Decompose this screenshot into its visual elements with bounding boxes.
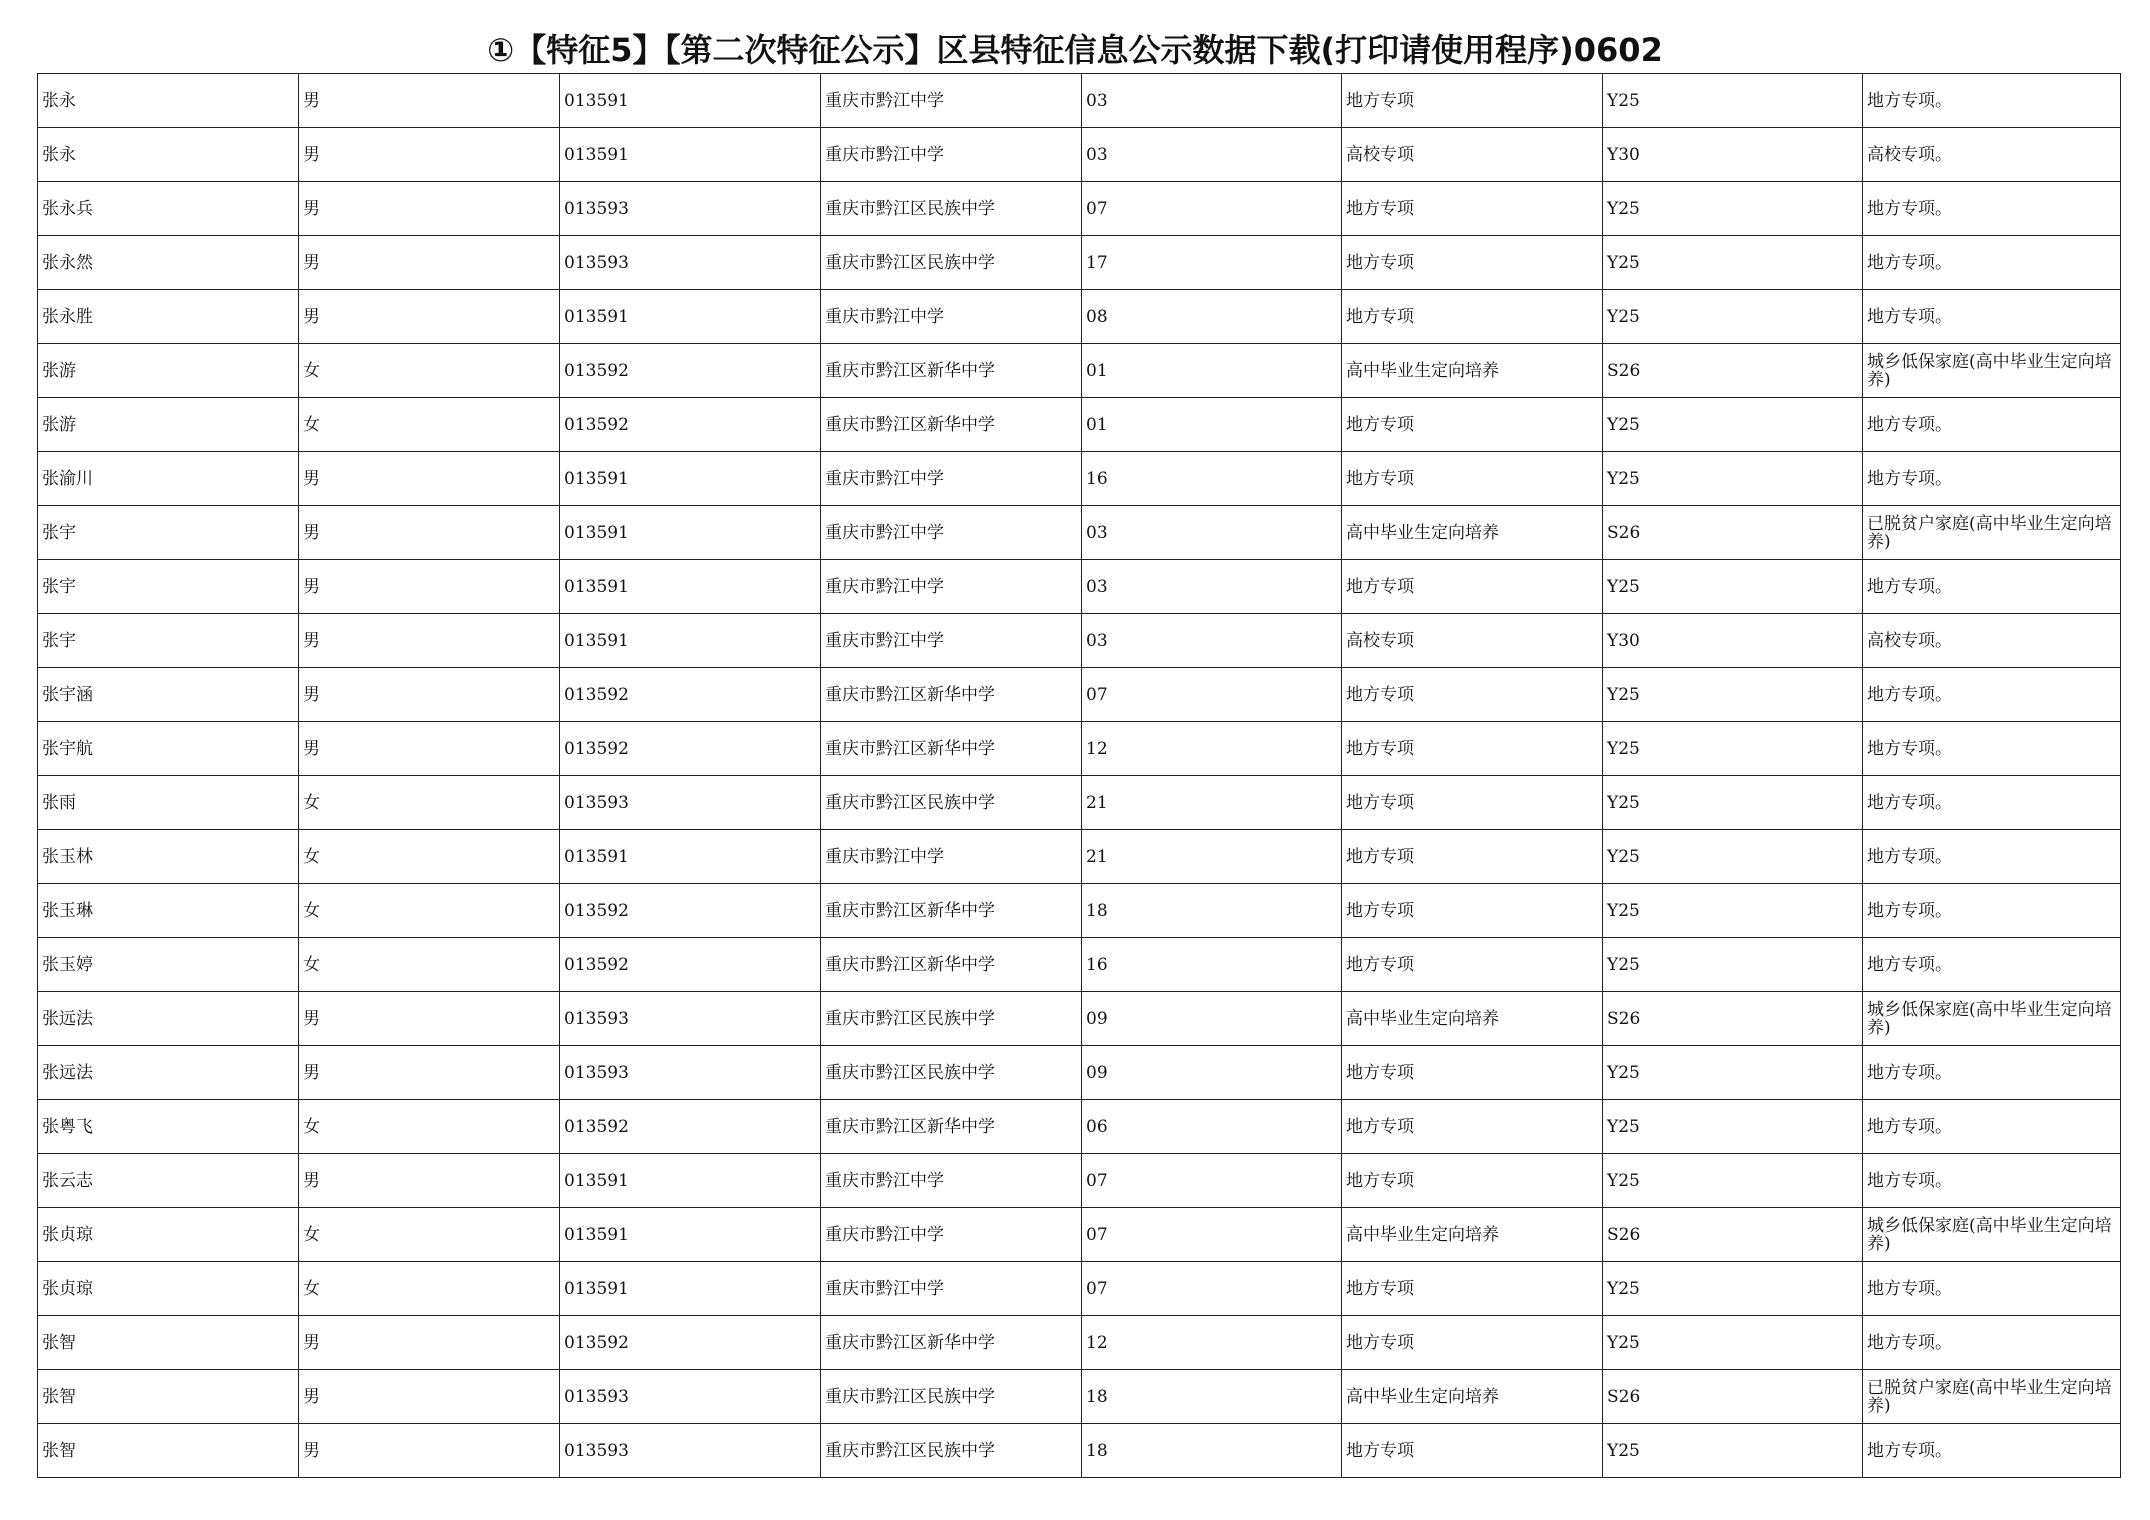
code-cell: Y25	[1603, 938, 1863, 992]
gender-cell: 男	[299, 1154, 560, 1208]
table-row	[38, 1046, 2121, 1100]
remark-cell: 地方专项。	[1863, 1154, 2121, 1208]
gender-cell: 男	[299, 992, 560, 1046]
school-code-cell: 013592	[560, 668, 821, 722]
gender-cell: 男	[299, 1424, 560, 1478]
remark-cell: 地方专项。	[1863, 668, 2121, 722]
table-row	[38, 1208, 2121, 1262]
class-cell: 01	[1082, 398, 1342, 452]
code-cell: Y25	[1603, 1046, 1863, 1100]
table-row	[38, 1154, 2121, 1208]
name-cell: 张玉婷	[38, 938, 299, 992]
remark-cell: 地方专项。	[1863, 182, 2121, 236]
school-name-cell: 重庆市黔江区新华中学	[821, 884, 1082, 938]
class-cell: 08	[1082, 290, 1342, 344]
name-cell: 张宇	[38, 506, 299, 560]
category-cell: 地方专项	[1342, 1424, 1603, 1478]
category-cell: 高中毕业生定向培养	[1342, 992, 1603, 1046]
school-name-cell: 重庆市黔江区民族中学	[821, 776, 1082, 830]
code-cell: Y25	[1603, 452, 1863, 506]
school-name-cell: 重庆市黔江中学	[821, 128, 1082, 182]
class-cell: 09	[1082, 992, 1342, 1046]
code-cell: Y25	[1603, 722, 1863, 776]
remark-cell: 地方专项。	[1863, 830, 2121, 884]
category-cell: 地方专项	[1342, 290, 1603, 344]
code-cell: Y25	[1603, 182, 1863, 236]
gender-cell: 女	[299, 1100, 560, 1154]
gender-cell: 女	[299, 830, 560, 884]
class-cell: 03	[1082, 74, 1342, 128]
school-code-cell: 013593	[560, 1370, 821, 1424]
code-cell: Y25	[1603, 1262, 1863, 1316]
class-cell: 18	[1082, 1370, 1342, 1424]
table-row	[38, 452, 2121, 506]
school-name-cell: 重庆市黔江区新华中学	[821, 938, 1082, 992]
remark-cell: 地方专项。	[1863, 938, 2121, 992]
remark-cell: 地方专项。	[1863, 722, 2121, 776]
class-cell: 03	[1082, 560, 1342, 614]
school-name-cell: 重庆市黔江区民族中学	[821, 182, 1082, 236]
class-cell: 21	[1082, 830, 1342, 884]
table-row	[38, 830, 2121, 884]
gender-cell: 男	[299, 128, 560, 182]
remark-cell: 地方专项。	[1863, 398, 2121, 452]
class-cell: 12	[1082, 722, 1342, 776]
school-code-cell: 013592	[560, 722, 821, 776]
category-cell: 地方专项	[1342, 452, 1603, 506]
school-code-cell: 013591	[560, 614, 821, 668]
remark-cell: 已脱贫户家庭(高中毕业生定向培养)	[1863, 506, 2121, 560]
code-cell: S26	[1603, 344, 1863, 398]
table-row	[38, 938, 2121, 992]
school-code-cell: 013591	[560, 1208, 821, 1262]
school-code-cell: 013592	[560, 1316, 821, 1370]
class-cell: 03	[1082, 506, 1342, 560]
school-name-cell: 重庆市黔江区民族中学	[821, 1370, 1082, 1424]
class-cell: 07	[1082, 182, 1342, 236]
table-row	[38, 884, 2121, 938]
table-row	[38, 722, 2121, 776]
school-name-cell: 重庆市黔江中学	[821, 1262, 1082, 1316]
school-name-cell: 重庆市黔江中学	[821, 74, 1082, 128]
remark-cell: 地方专项。	[1863, 560, 2121, 614]
school-code-cell: 013593	[560, 182, 821, 236]
school-name-cell: 重庆市黔江区新华中学	[821, 344, 1082, 398]
category-cell: 高中毕业生定向培养	[1342, 344, 1603, 398]
code-cell: Y30	[1603, 128, 1863, 182]
school-code-cell: 013592	[560, 1100, 821, 1154]
school-code-cell: 013591	[560, 290, 821, 344]
remark-cell: 地方专项。	[1863, 884, 2121, 938]
name-cell: 张永胜	[38, 290, 299, 344]
school-code-cell: 013591	[560, 74, 821, 128]
remark-cell: 高校专项。	[1863, 614, 2121, 668]
code-cell: Y25	[1603, 1424, 1863, 1478]
data-table	[37, 73, 2121, 1478]
category-cell: 地方专项	[1342, 560, 1603, 614]
table-row	[38, 74, 2121, 128]
remark-cell: 地方专项。	[1863, 1316, 2121, 1370]
school-code-cell: 013592	[560, 884, 821, 938]
code-cell: S26	[1603, 506, 1863, 560]
name-cell: 张永	[38, 128, 299, 182]
school-name-cell: 重庆市黔江中学	[821, 830, 1082, 884]
name-cell: 张宇航	[38, 722, 299, 776]
table-row	[38, 236, 2121, 290]
school-name-cell: 重庆市黔江中学	[821, 1154, 1082, 1208]
table-row	[38, 1424, 2121, 1478]
school-code-cell: 013591	[560, 506, 821, 560]
gender-cell: 男	[299, 506, 560, 560]
gender-cell: 女	[299, 1208, 560, 1262]
code-cell: Y25	[1603, 398, 1863, 452]
school-code-cell: 013593	[560, 1424, 821, 1478]
remark-cell: 地方专项。	[1863, 1046, 2121, 1100]
school-name-cell: 重庆市黔江区新华中学	[821, 398, 1082, 452]
remark-cell: 地方专项。	[1863, 290, 2121, 344]
class-cell: 09	[1082, 1046, 1342, 1100]
gender-cell: 男	[299, 1370, 560, 1424]
remark-cell: 城乡低保家庭(高中毕业生定向培养)	[1863, 992, 2121, 1046]
name-cell: 张智	[38, 1424, 299, 1478]
category-cell: 地方专项	[1342, 830, 1603, 884]
gender-cell: 男	[299, 560, 560, 614]
gender-cell: 男	[299, 614, 560, 668]
category-cell: 地方专项	[1342, 1046, 1603, 1100]
gender-cell: 男	[299, 1316, 560, 1370]
class-cell: 07	[1082, 1208, 1342, 1262]
category-cell: 地方专项	[1342, 182, 1603, 236]
code-cell: Y25	[1603, 74, 1863, 128]
name-cell: 张智	[38, 1316, 299, 1370]
name-cell: 张贞琼	[38, 1208, 299, 1262]
code-cell: Y25	[1603, 668, 1863, 722]
school-name-cell: 重庆市黔江区民族中学	[821, 1424, 1082, 1478]
gender-cell: 男	[299, 182, 560, 236]
remark-cell: 地方专项。	[1863, 776, 2121, 830]
code-cell: S26	[1603, 1370, 1863, 1424]
school-code-cell: 013592	[560, 398, 821, 452]
class-cell: 21	[1082, 776, 1342, 830]
class-cell: 07	[1082, 668, 1342, 722]
category-cell: 高中毕业生定向培养	[1342, 506, 1603, 560]
name-cell: 张渝川	[38, 452, 299, 506]
gender-cell: 男	[299, 290, 560, 344]
category-cell: 地方专项	[1342, 776, 1603, 830]
school-code-cell: 013593	[560, 236, 821, 290]
school-name-cell: 重庆市黔江区新华中学	[821, 1100, 1082, 1154]
school-name-cell: 重庆市黔江区民族中学	[821, 992, 1082, 1046]
category-cell: 地方专项	[1342, 1316, 1603, 1370]
name-cell: 张永兵	[38, 182, 299, 236]
name-cell: 张贞琼	[38, 1262, 299, 1316]
remark-cell: 已脱贫户家庭(高中毕业生定向培养)	[1863, 1370, 2121, 1424]
gender-cell: 女	[299, 344, 560, 398]
category-cell: 地方专项	[1342, 722, 1603, 776]
code-cell: Y25	[1603, 1154, 1863, 1208]
table-row	[38, 560, 2121, 614]
table-row	[38, 344, 2121, 398]
gender-cell: 女	[299, 776, 560, 830]
school-code-cell: 013592	[560, 938, 821, 992]
code-cell: Y25	[1603, 1316, 1863, 1370]
category-cell: 高校专项	[1342, 128, 1603, 182]
school-code-cell: 013591	[560, 1262, 821, 1316]
code-cell: Y25	[1603, 830, 1863, 884]
class-cell: 06	[1082, 1100, 1342, 1154]
name-cell: 张远法	[38, 992, 299, 1046]
category-cell: 高中毕业生定向培养	[1342, 1208, 1603, 1262]
school-code-cell: 013593	[560, 776, 821, 830]
code-cell: Y30	[1603, 614, 1863, 668]
class-cell: 16	[1082, 938, 1342, 992]
code-cell: Y25	[1603, 884, 1863, 938]
code-cell: Y25	[1603, 1100, 1863, 1154]
class-cell: 03	[1082, 128, 1342, 182]
table-row	[38, 182, 2121, 236]
class-cell: 16	[1082, 452, 1342, 506]
school-code-cell: 013593	[560, 1046, 821, 1100]
code-cell: Y25	[1603, 236, 1863, 290]
name-cell: 张智	[38, 1370, 299, 1424]
remark-cell: 地方专项。	[1863, 1424, 2121, 1478]
school-name-cell: 重庆市黔江区新华中学	[821, 1316, 1082, 1370]
name-cell: 张宇涵	[38, 668, 299, 722]
gender-cell: 男	[299, 722, 560, 776]
table-row	[38, 1316, 2121, 1370]
class-cell: 17	[1082, 236, 1342, 290]
table-row	[38, 1370, 2121, 1424]
class-cell: 01	[1082, 344, 1342, 398]
remark-cell: 地方专项。	[1863, 452, 2121, 506]
category-cell: 地方专项	[1342, 74, 1603, 128]
school-name-cell: 重庆市黔江区民族中学	[821, 1046, 1082, 1100]
name-cell: 张永	[38, 74, 299, 128]
table-row	[38, 992, 2121, 1046]
remark-cell: 城乡低保家庭(高中毕业生定向培养)	[1863, 1208, 2121, 1262]
gender-cell: 男	[299, 74, 560, 128]
gender-cell: 男	[299, 1046, 560, 1100]
school-code-cell: 013593	[560, 992, 821, 1046]
table-row	[38, 614, 2121, 668]
class-cell: 07	[1082, 1154, 1342, 1208]
gender-cell: 女	[299, 884, 560, 938]
gender-cell: 男	[299, 452, 560, 506]
remark-cell: 地方专项。	[1863, 236, 2121, 290]
school-code-cell: 013591	[560, 1154, 821, 1208]
category-cell: 地方专项	[1342, 1154, 1603, 1208]
school-name-cell: 重庆市黔江中学	[821, 452, 1082, 506]
gender-cell: 女	[299, 938, 560, 992]
category-cell: 地方专项	[1342, 938, 1603, 992]
school-name-cell: 重庆市黔江中学	[821, 1208, 1082, 1262]
remark-cell: 地方专项。	[1863, 1262, 2121, 1316]
school-code-cell: 013591	[560, 128, 821, 182]
name-cell: 张玉林	[38, 830, 299, 884]
code-cell: Y25	[1603, 290, 1863, 344]
school-code-cell: 013591	[560, 830, 821, 884]
name-cell: 张云志	[38, 1154, 299, 1208]
school-code-cell: 013591	[560, 452, 821, 506]
category-cell: 地方专项	[1342, 668, 1603, 722]
class-cell: 18	[1082, 1424, 1342, 1478]
name-cell: 张游	[38, 398, 299, 452]
table-row	[38, 398, 2121, 452]
category-cell: 地方专项	[1342, 884, 1603, 938]
remark-cell: 地方专项。	[1863, 1100, 2121, 1154]
table-row	[38, 506, 2121, 560]
name-cell: 张远法	[38, 1046, 299, 1100]
category-cell: 地方专项	[1342, 1100, 1603, 1154]
class-cell: 12	[1082, 1316, 1342, 1370]
school-name-cell: 重庆市黔江中学	[821, 290, 1082, 344]
school-name-cell: 重庆市黔江中学	[821, 506, 1082, 560]
school-name-cell: 重庆市黔江区民族中学	[821, 236, 1082, 290]
name-cell: 张玉琳	[38, 884, 299, 938]
table-row	[38, 128, 2121, 182]
gender-cell: 男	[299, 668, 560, 722]
table-row	[38, 776, 2121, 830]
table-row	[38, 668, 2121, 722]
name-cell: 张游	[38, 344, 299, 398]
school-name-cell: 重庆市黔江中学	[821, 560, 1082, 614]
class-cell: 03	[1082, 614, 1342, 668]
category-cell: 高校专项	[1342, 614, 1603, 668]
code-cell: Y25	[1603, 560, 1863, 614]
name-cell: 张宇	[38, 560, 299, 614]
school-name-cell: 重庆市黔江区新华中学	[821, 668, 1082, 722]
school-code-cell: 013592	[560, 344, 821, 398]
remark-cell: 地方专项。	[1863, 74, 2121, 128]
category-cell: 高中毕业生定向培养	[1342, 1370, 1603, 1424]
gender-cell: 女	[299, 1262, 560, 1316]
name-cell: 张宇	[38, 614, 299, 668]
name-cell: 张粤飞	[38, 1100, 299, 1154]
class-cell: 18	[1082, 884, 1342, 938]
table-row	[38, 290, 2121, 344]
code-cell: S26	[1603, 992, 1863, 1046]
remark-cell: 高校专项。	[1863, 128, 2121, 182]
category-cell: 地方专项	[1342, 1262, 1603, 1316]
school-name-cell: 重庆市黔江中学	[821, 614, 1082, 668]
gender-cell: 女	[299, 398, 560, 452]
school-name-cell: 重庆市黔江区新华中学	[821, 722, 1082, 776]
name-cell: 张永然	[38, 236, 299, 290]
name-cell: 张雨	[38, 776, 299, 830]
category-cell: 地方专项	[1342, 236, 1603, 290]
table-row	[38, 1262, 2121, 1316]
code-cell: Y25	[1603, 776, 1863, 830]
class-cell: 07	[1082, 1262, 1342, 1316]
table-row	[38, 1100, 2121, 1154]
school-code-cell: 013591	[560, 560, 821, 614]
page-title: ①【特征5】【第二次特征公示】区县特征信息公示数据下载(打印请使用程序)0602	[487, 31, 1663, 69]
category-cell: 地方专项	[1342, 398, 1603, 452]
remark-cell: 城乡低保家庭(高中毕业生定向培养)	[1863, 344, 2121, 398]
gender-cell: 男	[299, 236, 560, 290]
code-cell: S26	[1603, 1208, 1863, 1262]
table-body	[38, 74, 2121, 1478]
